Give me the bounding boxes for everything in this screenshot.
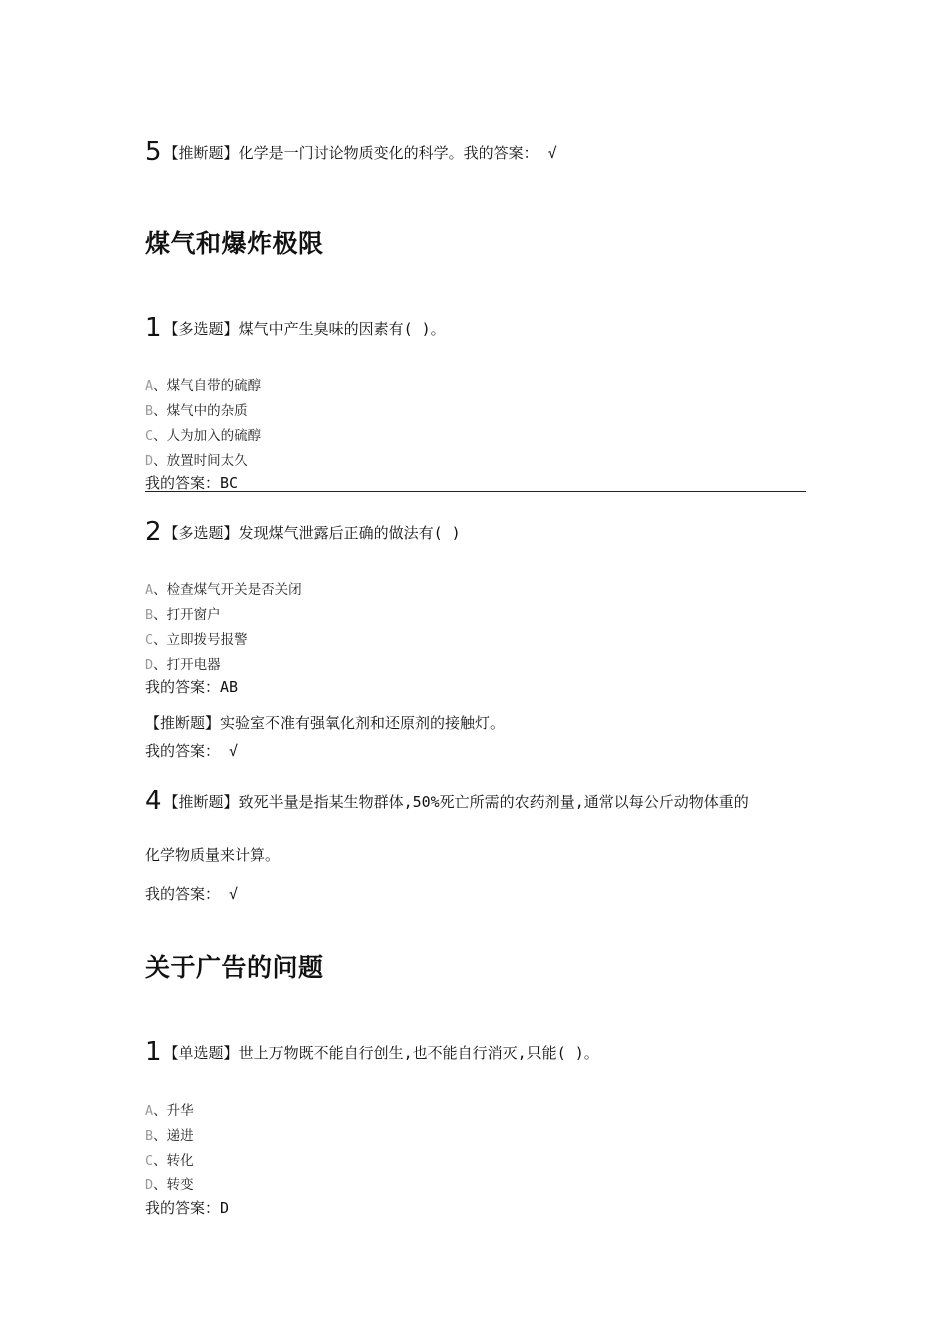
answer-label: 我的答案： [145,1199,221,1217]
option-letter: A [145,1103,154,1119]
answer-line [145,676,238,697]
answer-line [145,883,238,904]
option-text: 检查煤气开关是否关闭 [166,582,302,598]
answer-value: √ [229,742,239,760]
question-stem: 实验室不准有强氧化剂和还原剂的接触灯。 [220,714,506,732]
question-type: 【推断题】 [163,793,239,811]
question-number: 1 [145,1037,162,1067]
option-separator: 、 [153,1103,167,1119]
option-letter: C [145,632,154,648]
option-text: 转化 [166,1153,194,1169]
option-text: 打开电器 [166,657,221,673]
option-separator: 、 [153,428,167,444]
option-c [145,424,261,444]
question-type: 【推断题】 [145,714,221,732]
option-b [145,603,221,623]
question-number: 1 [145,313,162,343]
option-d [145,449,248,469]
answer-line [145,740,238,761]
question-type: 【单选题】 [163,1044,239,1062]
question-4 [145,786,749,816]
option-d [145,653,221,673]
option-a [145,374,261,394]
question-stem: 化学是一门讨论物质变化的科学。 [238,144,464,162]
section-title: 关于广告的问题 [145,953,324,982]
option-text: 煤气自带的硫醇 [166,378,262,394]
question-type: 【多选题】 [163,524,239,542]
option-text: 人为加入的硫醇 [166,428,262,444]
option-text: 递进 [166,1128,194,1144]
option-letter: B [145,403,154,419]
answer-label: 我的答案： [145,678,221,696]
answer-value: √ [547,144,557,162]
answer-label: 我的答案： [145,474,221,492]
option-b [145,399,248,419]
option-a [145,1099,194,1119]
answer-label: 我的答案： [145,742,221,760]
question-stem: 世上万物既不能自行创生,也不能自行消灭,只能( )。 [238,1044,599,1062]
question-number: 2 [145,517,162,547]
option-separator: 、 [153,657,167,673]
option-letter: D [145,453,154,469]
question-type: 【推断题】 [163,144,239,162]
option-letter: B [145,607,154,623]
question-stem: 发现煤气泄露后正确的做法有( ) [238,524,461,542]
answer-value: √ [229,885,239,903]
divider [145,491,806,492]
option-separator: 、 [153,403,167,419]
question-2 [145,517,461,547]
option-a [145,578,302,598]
option-separator: 、 [153,378,167,394]
option-separator: 、 [153,632,167,648]
question-5 [145,137,557,167]
option-letter: A [145,378,154,394]
option-b [145,1124,194,1144]
question-1 [145,1037,599,1067]
option-separator: 、 [153,453,167,469]
option-letter: D [145,657,154,673]
answer-label: 我的答案： [463,144,539,162]
question-stem-line-1: 致死半量是指某生物群体,50%死亡所需的农药剂量,通常以每公斤动物体重的 [238,793,749,811]
option-text: 放置时间太久 [166,453,248,469]
question-3 [145,712,505,733]
option-letter: D [145,1177,154,1193]
option-letter: C [145,428,154,444]
option-text: 打开窗户 [166,607,221,623]
answer-label: 我的答案： [145,885,221,903]
answer-line [145,1197,229,1218]
answer-value: AB [220,678,239,696]
question-type: 【多选题】 [163,320,239,338]
option-separator: 、 [153,1177,167,1193]
option-d [145,1173,194,1193]
question-1 [145,313,446,343]
option-text: 转变 [166,1177,194,1193]
option-separator: 、 [153,582,167,598]
question-stem-line-2: 化学物质量来计算。 [145,846,281,864]
question-number: 4 [145,786,162,816]
section-title: 煤气和爆炸极限 [145,229,324,258]
option-separator: 、 [153,1153,167,1169]
option-c [145,1149,194,1169]
option-text: 升华 [166,1103,194,1119]
option-text: 煤气中的杂质 [166,403,248,419]
answer-line [145,472,238,493]
answer-value: BC [220,474,239,492]
answer-value: D [220,1199,230,1217]
option-separator: 、 [153,1128,167,1144]
option-text: 立即拨号报警 [166,632,248,648]
option-letter: B [145,1128,154,1144]
option-letter: A [145,582,154,598]
question-stem: 煤气中产生臭味的因素有( )。 [238,320,446,338]
option-separator: 、 [153,607,167,623]
question-number: 5 [145,137,162,167]
option-letter: C [145,1153,154,1169]
option-c [145,628,248,648]
